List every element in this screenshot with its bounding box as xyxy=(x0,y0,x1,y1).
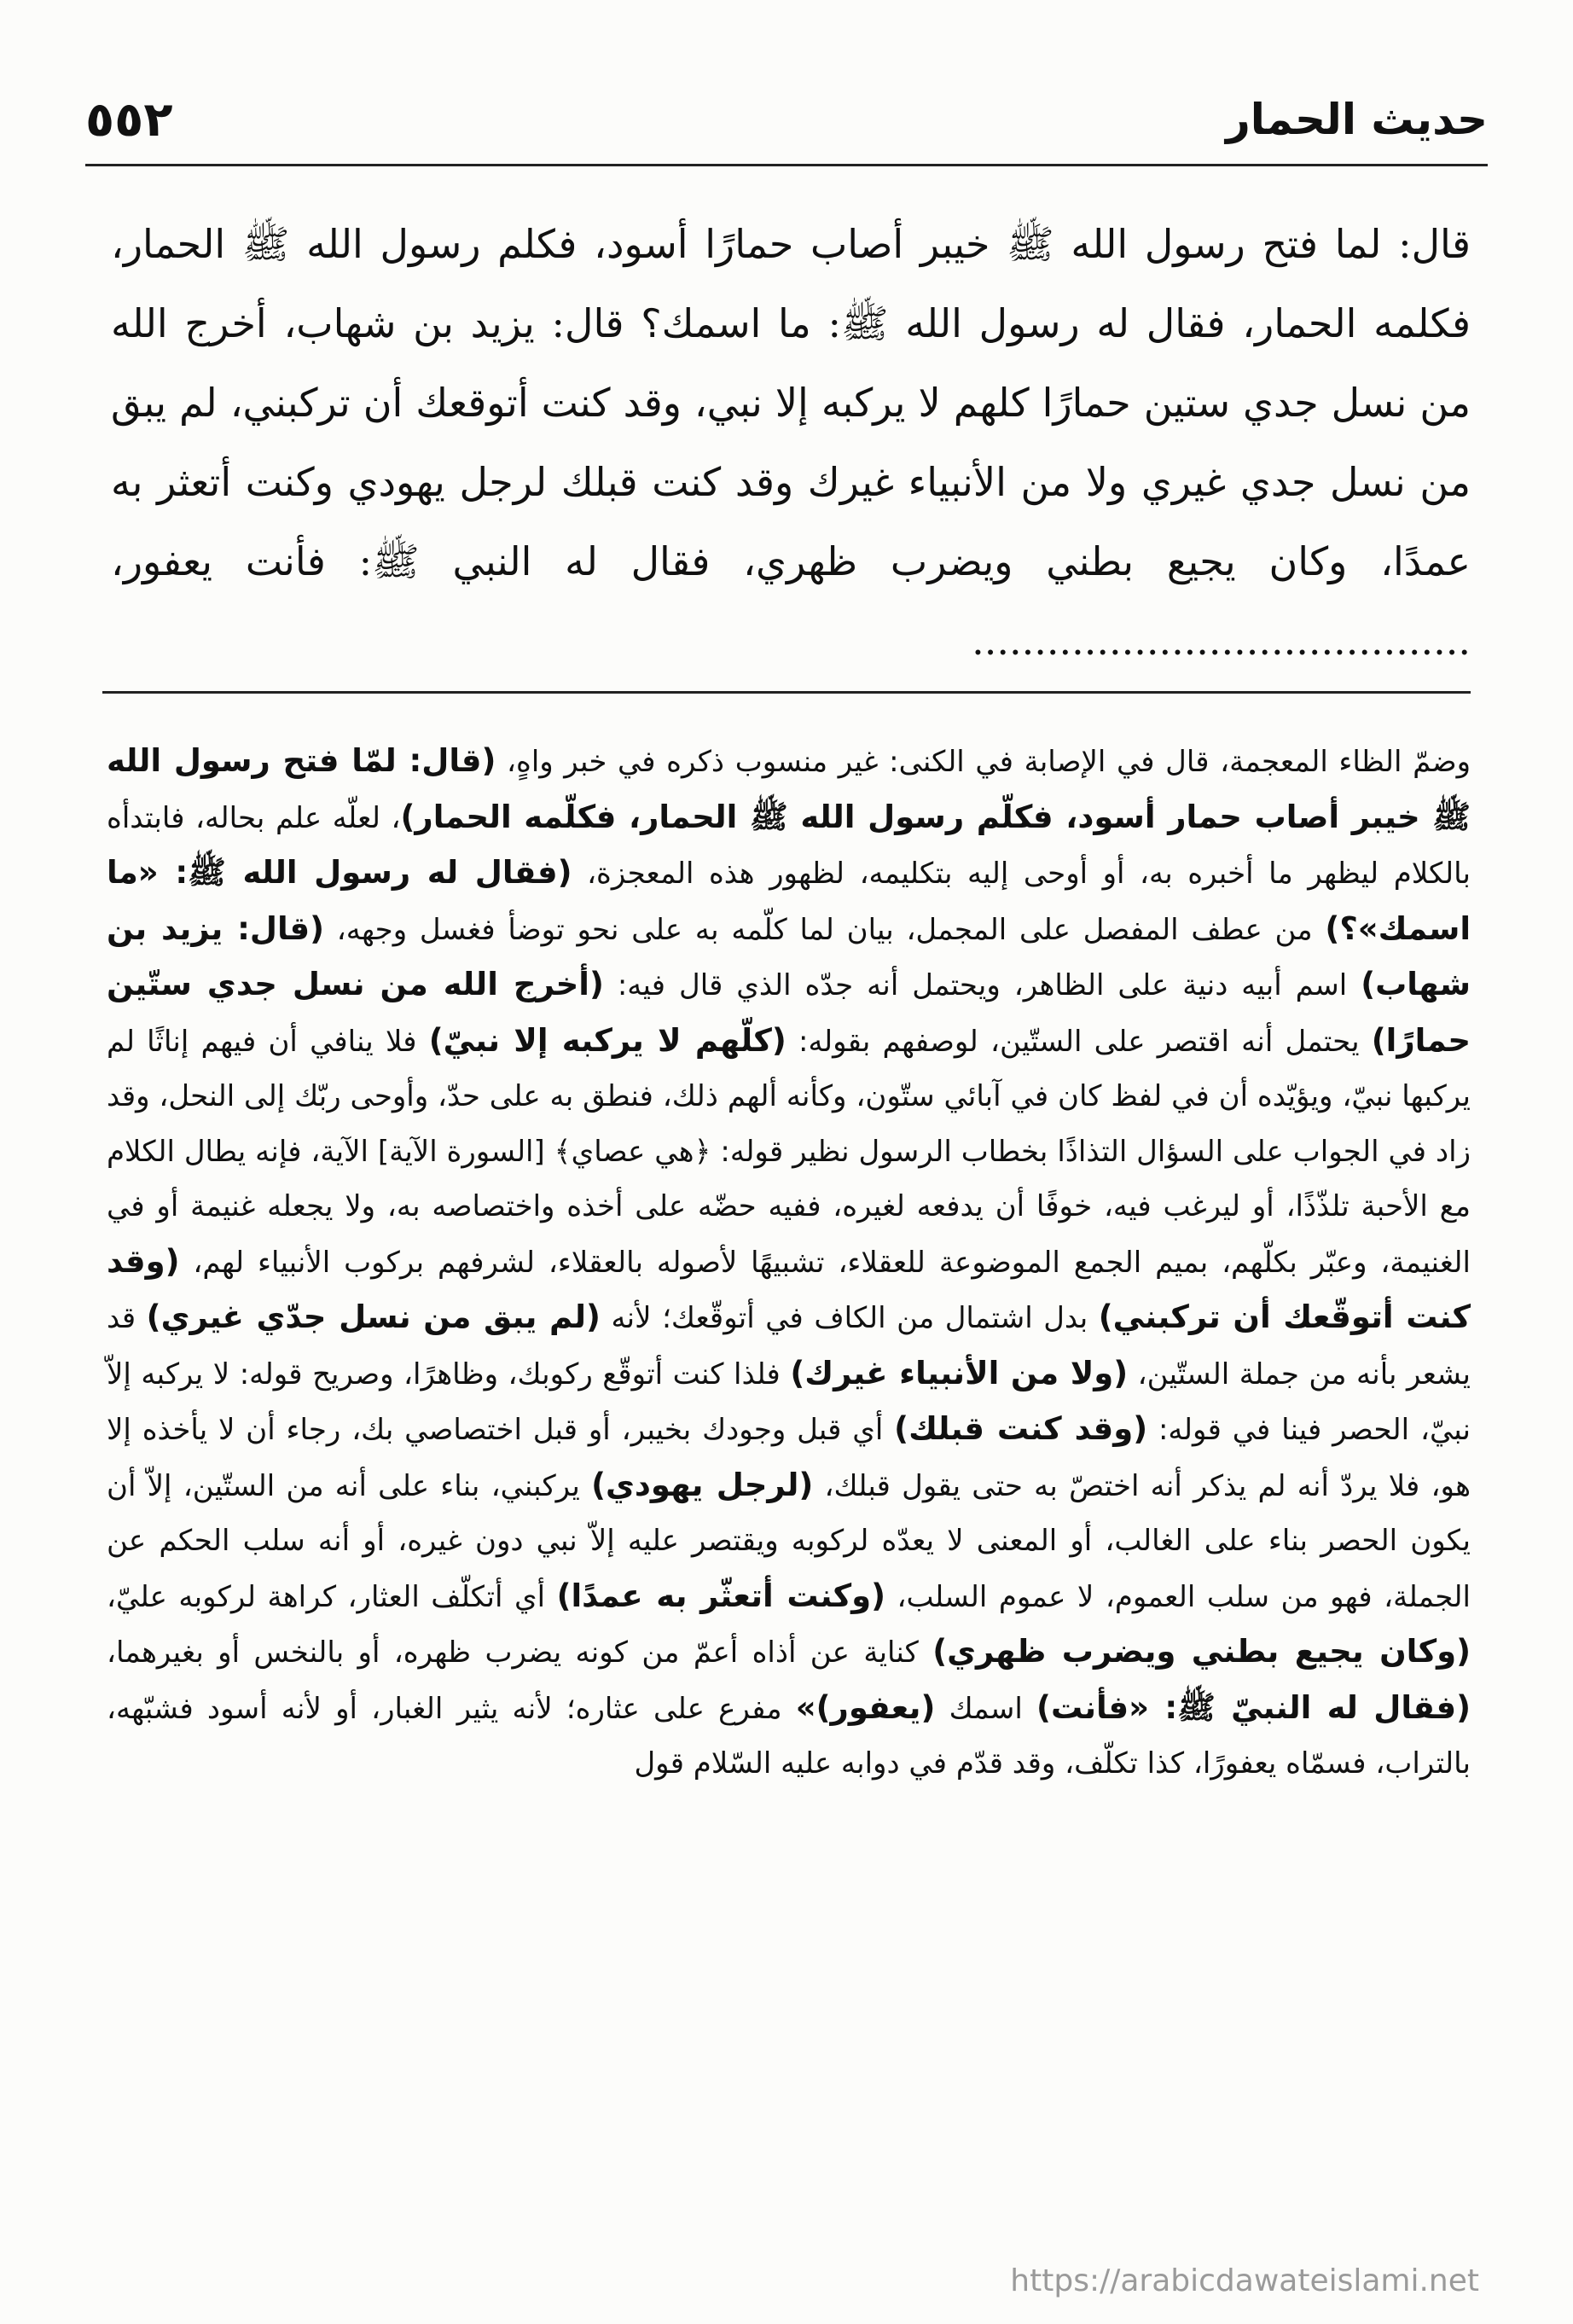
quoted-hadith-phrase: (ولا من الأنبياء غيرك) xyxy=(790,1354,1129,1391)
quoted-hadith-phrase: (قال: لمّا فتح رسول الله ﷺ خيبر أصاب حمار أسود، فكلّم رسول الله ﷺ الحمار، فكلّمه الحمار) xyxy=(107,742,1471,835)
commentary-segment: قد يشعر بأنه من جملة الستّين، xyxy=(107,1301,1471,1391)
quoted-hadith-phrase: (وكان يجيع بطني ويضرب ظهري) xyxy=(932,1633,1471,1670)
quoted-hadith-phrase: (وقد كنت قبلك) xyxy=(894,1410,1148,1447)
commentary-segment: وضمّ الظاء المعجمة، قال في الإصابة في الكنى: غير منسوب ذكره في خبر واهٍ، xyxy=(496,745,1471,779)
hadith-text xyxy=(111,205,1471,681)
running-title: حديث الحمار xyxy=(1225,95,1488,144)
quoted-hadith-phrase: (فقال له رسول الله ﷺ: «ما اسمك»؟) xyxy=(107,854,1471,947)
commentary-segment: بدل اشتمال من الكاف في أتوقّعك؛ لأنه xyxy=(600,1301,1099,1335)
commentary-segment: كناية عن أذاه أعمّ من كونه يضرب ظهره، أو بالنخس أو بغيرهما، xyxy=(107,1636,933,1670)
commentary-text xyxy=(107,734,1471,1792)
commentary-segment: مفرع على عثاره؛ لأنه يثير الغبار، أو لأنه أسود فشبّهه، بالتراب، فسمّاه يعفورًا، كذا تكلّف، وقد قدّم في دوابه عليه السّلام قول xyxy=(107,1691,1471,1781)
commentary-segment: أي أتكلّف العثار، كراهة لركوبه عليّ، xyxy=(107,1579,557,1614)
commentary-segment: فلا ينافي أن فيهم إناثًا لم يركبها نبيّ، ويؤيّده أن في لفظ كان في آبائي ستّون، وكأنه ألهم ذلك، فنطق به على حدّ، وأوحى ربّك إلى النحل، وقد زاد في الجواب على السؤال التذاذًا بخطاب الرسول نظير قوله: ﴿هي عصاي﴾ [السورة الآية] الآية، فإنه يطال الكلام مع الأحبة تلذّذًا، أو ليرغب فيه، خوفًا أن يدفعه لغيره، ففيه حضّه على أخذه واختصاصه به، ولا يجعله غنيمة أو في الغنيمة، وعبّر بكلّهم، بميم الجمع الموضوعة للعقلاء، تشبيهًا لأصوله بالعقلاء، لشرفهم بركوب الأنبياء لهم، xyxy=(107,1024,1471,1280)
page-header xyxy=(85,85,1488,154)
quoted-hadith-phrase: (يعفور)» xyxy=(795,1688,936,1726)
header-rule xyxy=(85,164,1488,166)
quoted-hadith-phrase: (قال: يزيد بن شهاب) xyxy=(107,909,1471,1002)
commentary-segment: أي قبل وجودك بخيبر، أو قبل اختصاصي بك، رجاء أن لا يأخذه إلا هو، فلا يردّ أنه لم يذكر أنه اختصّ به حتى يقول قبلك، xyxy=(107,1413,1471,1503)
commentary-segment: ، لعلّه علم بحاله، فابتدأه بالكلام ليظهر ما أخبره به، أو أوحى إليه بتكليمه، لظهور هذه المعجزة، xyxy=(107,800,1471,891)
quoted-hadith-phrase: (وكنت أتعثّر به عمدًا) xyxy=(556,1577,886,1614)
quoted-hadith-phrase: (لم يبق من نسل جدّي غيري) xyxy=(146,1299,601,1335)
quoted-hadith-phrase: (كلّهم لا يركبه إلا نبيّ) xyxy=(428,1021,786,1059)
commentary-segment: اسم أبيه دنية على الظاهر، ويحتمل أنه جدّه الذي قال فيه: xyxy=(603,968,1361,1002)
commentary-segment: يحتمل أنه اقتصر على الستّين، لوصفهم بقوله: xyxy=(786,1024,1372,1059)
quoted-hadith-phrase: (لرجل يهودي) xyxy=(591,1466,814,1503)
commentary-separator xyxy=(102,691,1471,694)
commentary-segment: يركبني، بناء على أنه من الستّين، إلاّ أن يكون الحصر بناء على الغالب، أو المعنى لا يعدّه لركوبه ويقتصر عليه إلاّ نبي دون غيره، أو أنه سلب الحكم عن الجملة، فهو من سلب العموم، لا عموم السلب، xyxy=(107,1468,1471,1614)
quoted-hadith-phrase: (أخرج الله من نسل جدي ستّين حمارًا) xyxy=(107,966,1471,1059)
commentary-segment: من عطف المفصل على المجمل، بيان لما كلّمه به على نحو توضأ فغسل وجهه، xyxy=(324,912,1326,947)
hadith-body: قال: لما فتح رسول الله ﷺ خيبر أصاب حمارًا أسود، فكلم رسول الله ﷺ الحمار، فكلمه الحمار، فقال له رسول الله ﷺ: ما اسمك؟ قال: يزيد بن شهاب، أخرج الله من نسل جدي ستين حمارًا كلهم لا يركبه إلا نبي، وقد كنت أتوقعك أن تركبني، لم يبق من نسل جدي غيري ولا من الأنبياء غيرك وقد كنت قبلك لرجل يهودي وكنت أتعثر به عمدًا، وكان يجيع بطني ويضرب ظهري، فقال له النبي ﷺ: فأنت يعفور، xyxy=(111,221,1471,584)
page-number: ٥٥٢ xyxy=(85,91,173,148)
hadith-dots: ........................................ xyxy=(972,618,1471,664)
quoted-hadith-phrase: (وقد كنت أتوقّعك أن تركبني) xyxy=(107,1242,1471,1335)
quoted-hadith-phrase: (فقال له النبيّ ﷺ: «فأنت) xyxy=(1036,1688,1471,1726)
commentary-segment: اسمك xyxy=(935,1691,1037,1726)
watermark-url: https://arabicdawateislami.net xyxy=(1010,2263,1479,2298)
commentary-segment: فلذا كنت أتوقّع ركوبك، وظاهرًا، وصريح قوله: لا يركبه إلاّ نبيّ، الحصر فينا في قوله: xyxy=(107,1357,1471,1447)
